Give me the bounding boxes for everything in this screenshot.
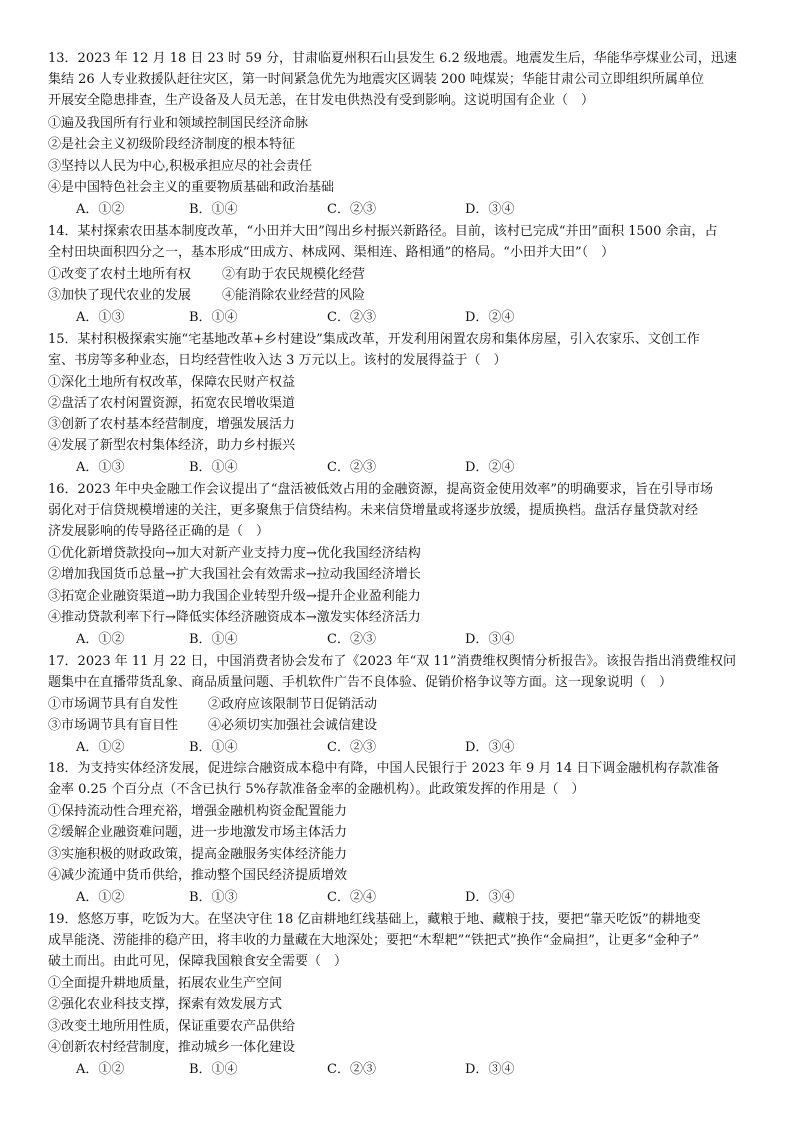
question-text-line: 开展安全隐患排查，生产设备及人员无恙，在甘发电供热没有受到影响。这说明国有企业（ ） xyxy=(48,93,595,108)
question-text-line: 弱化对于信贷规模增速的关注，更多聚焦于信贷结构。未来信贷增量或将逐步放缓，提质换档。盘活存量贷款对经 xyxy=(48,503,699,518)
option-statement: ③市场调节具有盲目性 xyxy=(48,718,179,733)
option-statement: ④推动贷款利率下行→降低实体经济融资成本→激发实体经济活力 xyxy=(48,610,421,625)
option-statement: ④发展了新型农村集体经济，助力乡村振兴 xyxy=(48,438,296,453)
choice-b: B．①④ xyxy=(189,310,238,325)
option-statement: ①深化土地所有权改革，保障农民财产权益 xyxy=(48,375,296,390)
answer-choices xyxy=(76,1059,756,1080)
option-statement: ①市场调节具有自发性 xyxy=(48,697,179,712)
choice-c: C．②③ xyxy=(327,740,376,755)
question-text-line: 成旱能浇、涝能排的稳产田，将丰收的力量藏在大地深处；要把“木犁耙”“铁把式”换作“金扁担”，让更多“金种子” xyxy=(48,933,700,948)
option-statement: ④是中国特色社会主义的重要物质基础和政治基础 xyxy=(48,180,335,195)
question-text-line: 13．2023 年 12 月 18 日 23 时 59 分，甘肃临夏州积石山县发生 6.2 级地震。地震发生后，华能华亭煤业公司，迅速 xyxy=(48,51,737,66)
choice-d: D．③④ xyxy=(465,632,515,647)
option-pair xyxy=(48,694,752,715)
option-statement: ③加快了现代农业的发展 xyxy=(48,288,192,303)
question-text-line: 19．悠悠万事，吃饭为大。在坚决守住 18 亿亩耕地红线基础上，藏粮于地、藏粮于技，要把“靠天吃饭”的耕地变 xyxy=(48,912,701,927)
choice-d: D．②④ xyxy=(465,310,515,325)
question-text-line: 集结 26 人专业救援队赶往灾区，第一时间紧急优先为地震灾区调装 200 吨煤炭；华能甘肃公司立即组织所属单位 xyxy=(48,72,704,87)
choice-c: C．②③ xyxy=(327,202,376,217)
choice-c: C．②③ xyxy=(327,310,376,325)
choice-d: D．③④ xyxy=(465,740,515,755)
option-statement: ②盘活了农村闲置资源，拓宽农民增收渠道 xyxy=(48,396,296,411)
question-text-line: 金率 0.25 个百分点（不含已执行 5%存款准备金率的金融机构）。此政策发挥的作用是（ ） xyxy=(48,782,585,797)
question-text-line: 破土而出。由此可见，保障我国粮食安全需要（ ） xyxy=(48,954,348,969)
choice-a: A．①③ xyxy=(76,460,125,475)
option-pair xyxy=(48,715,752,736)
choice-b: B．①④ xyxy=(189,632,238,647)
option-statement: ③拓宽企业融资渠道→助力我国企业转型升级→提升企业盈利能力 xyxy=(48,589,421,604)
choice-c: C．②③ xyxy=(327,1062,376,1077)
option-statement: ①优化新增贷款投向→加大对新产业支持力度→优化我国经济结构 xyxy=(48,546,421,561)
option-statement: ③创新了农村基本经营制度，增强发展活力 xyxy=(48,417,296,432)
question-text-line: 济发展影响的传导路径正确的是（ ） xyxy=(48,524,270,539)
option-statement: ②缓解企业融资难问题，进一步地激发市场主体活力 xyxy=(48,825,348,840)
option-statement: ③实施积极的财政政策，提高金融服务实体经济能力 xyxy=(48,847,348,862)
option-statement: ①保持流动性合理充裕，增强金融机构资金配置能力 xyxy=(48,804,348,819)
option-statement: ②是社会主义初级阶段经济制度的根本特征 xyxy=(48,137,296,152)
choice-b: B．①④ xyxy=(189,460,238,475)
answer-choices xyxy=(76,887,756,908)
option-statement: ④必须切实加强社会诚信建设 xyxy=(208,718,378,733)
question-text-line: 题集中在直播带货乱象、商品质量问题、手机软件广告不良体验、促销价格争议等方面。这一现象说明（ ） xyxy=(48,675,673,690)
choice-d: D．③④ xyxy=(465,890,515,905)
answer-choices xyxy=(76,629,756,650)
question-text-line: 全村田块面积四分之一，基本形成“田成方、林成网、渠相连、路相通”的格局。“小田并大田”（ ） xyxy=(48,245,615,260)
option-pair xyxy=(48,285,752,306)
choice-d: D．③④ xyxy=(465,1062,515,1077)
choice-b: B．①④ xyxy=(189,202,238,217)
choice-a: A．①② xyxy=(76,740,125,755)
choice-b: B．①④ xyxy=(189,740,238,755)
choice-a: A．①② xyxy=(76,890,125,905)
option-pair xyxy=(48,264,752,285)
option-statement: ③坚持以人民为中心,积极承担应尽的社会责任 xyxy=(48,159,313,174)
answer-choices xyxy=(76,199,756,220)
option-statement: ①全面提升耕地质量，拓展农业生产空间 xyxy=(48,976,283,991)
question-text-line: 17．2023 年 11 月 22 日，中国消费者协会发布了《2023 年“双 11”消费维权舆情分析报告》。该报告指出消费维权问 xyxy=(48,654,737,669)
option-statement: ②有助于农民规模化经营 xyxy=(222,267,366,282)
choice-d: D．②④ xyxy=(465,460,515,475)
answer-choices xyxy=(76,457,756,478)
choice-b: B．①③ xyxy=(189,890,238,905)
choice-c: C．②③ xyxy=(327,632,376,647)
option-statement: ④减少流通中货币供给，推动整个国民经济提质增效 xyxy=(48,868,348,883)
option-statement: ③改变土地所用性质，保证重要农产品供给 xyxy=(48,1019,296,1034)
answer-choices xyxy=(76,307,756,328)
option-statement: ①遍及我国所有行业和领域控制国民经济命脉 xyxy=(48,116,309,131)
choice-a: A．①② xyxy=(76,632,125,647)
option-statement: ②强化农业科技支撑，探索有效发展方式 xyxy=(48,997,283,1012)
answer-choices xyxy=(76,737,756,758)
option-statement: ②政府应该限制节日促销活动 xyxy=(208,697,378,712)
choice-a: A．①② xyxy=(76,1062,125,1077)
option-statement: ①改变了农村土地所有权 xyxy=(48,267,192,282)
choice-c: C．②③ xyxy=(327,460,376,475)
question-text-line: 16．2023 年中央金融工作会议提出了“盘活被低效占用的金融资源，提高资金使用效率”的明确要求，旨在引导市场 xyxy=(48,482,714,497)
option-statement: ②增加我国货币总量→扩大我国社会有效需求→拉动我国经济增长 xyxy=(48,567,421,582)
option-statement: ④创新农村经营制度，推动城乡一体化建设 xyxy=(48,1040,296,1055)
option-statement: ④能消除农业经营的风险 xyxy=(222,288,366,303)
choice-a: A．①② xyxy=(76,202,125,217)
choice-c: C．②④ xyxy=(327,890,376,905)
question-text-line: 18．为支持实体经济发展，促进综合融资成本稳中有降，中国人民银行于 2023 年 9 月 14 日下调金融机构存款准备 xyxy=(48,761,720,776)
question-text-line: 15．某村积极探索实施“宅基地改革+乡村建设”集成改革，开发利用闲置农房和集体房屋，引入农家乐、文创工作 xyxy=(48,332,700,347)
choice-b: B．①④ xyxy=(189,1062,238,1077)
choice-a: A．①③ xyxy=(76,310,125,325)
question-text-line: 14．某村探索农田基本制度改革，“小田并大田”闯出乡村振兴新路径。目前，该村已完成“并田”面积 1500 余亩，占 xyxy=(48,224,718,239)
question-text-line: 室、书房等多种业态，日均经营性收入达 3 万元以上。该村的发展得益于（ ） xyxy=(48,353,507,368)
choice-d: D．③④ xyxy=(465,202,515,217)
